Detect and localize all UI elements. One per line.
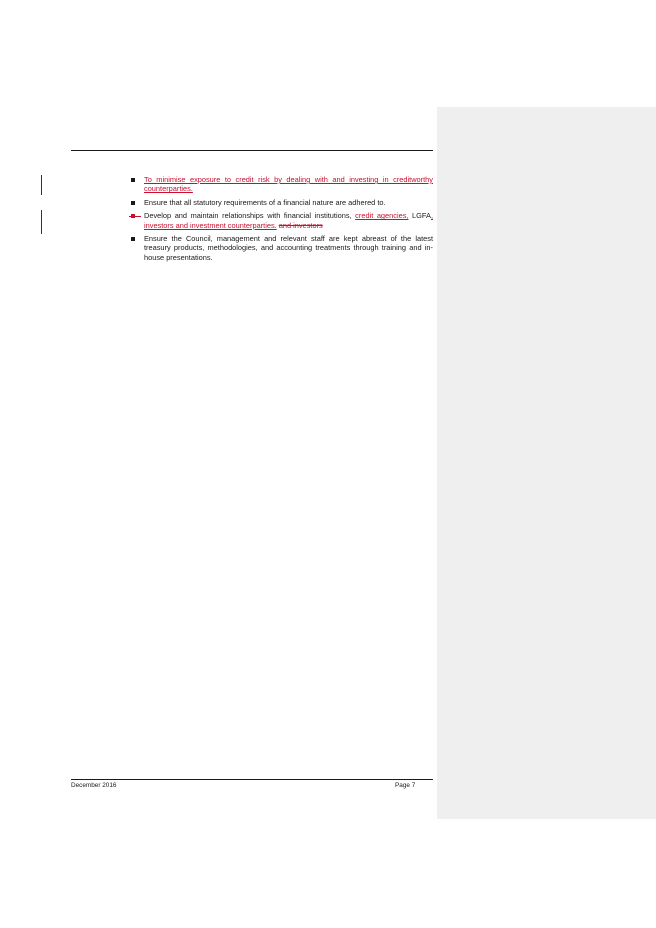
bullet-square-icon bbox=[131, 201, 135, 205]
list-item-text: Ensure the Council, management and relevant staff are kept abreast of the latest treasury products, methodologies, and accounting treatments through training and in-house presentations. bbox=[144, 234, 433, 262]
change-bar bbox=[41, 175, 42, 195]
list-item bbox=[131, 211, 433, 230]
inserted-text[interactable]: To minimise exposure to credit risk by dealing with and investing in creditworthy counterparties. bbox=[144, 175, 433, 194]
inserted-text[interactable]: , investors and investment counterparties. bbox=[144, 211, 434, 230]
bullet-square-icon bbox=[131, 237, 135, 241]
list-item-text: Ensure that all statutory requirements of a financial nature are adhered to. bbox=[144, 197, 386, 207]
list-item bbox=[131, 198, 433, 207]
objectives-bullet-list bbox=[131, 175, 433, 266]
header-rule bbox=[71, 150, 433, 151]
deleted-bullet-strike bbox=[129, 216, 141, 217]
change-bar bbox=[41, 210, 42, 234]
list-item-text: LGFA bbox=[408, 211, 431, 221]
deleted-text[interactable]: and investors bbox=[278, 220, 323, 230]
list-item-text: Develop and maintain relationships with financial institutions, bbox=[144, 211, 356, 221]
bullet-square-icon bbox=[131, 178, 135, 182]
list-item bbox=[131, 234, 433, 262]
inserted-text[interactable]: credit agencies, bbox=[355, 211, 409, 221]
comment-pane bbox=[437, 107, 656, 819]
footer-page-number: Page 7 bbox=[395, 782, 416, 789]
footer-date: December 2016 bbox=[71, 782, 117, 789]
list-item bbox=[131, 175, 433, 194]
footer-rule bbox=[71, 779, 433, 780]
